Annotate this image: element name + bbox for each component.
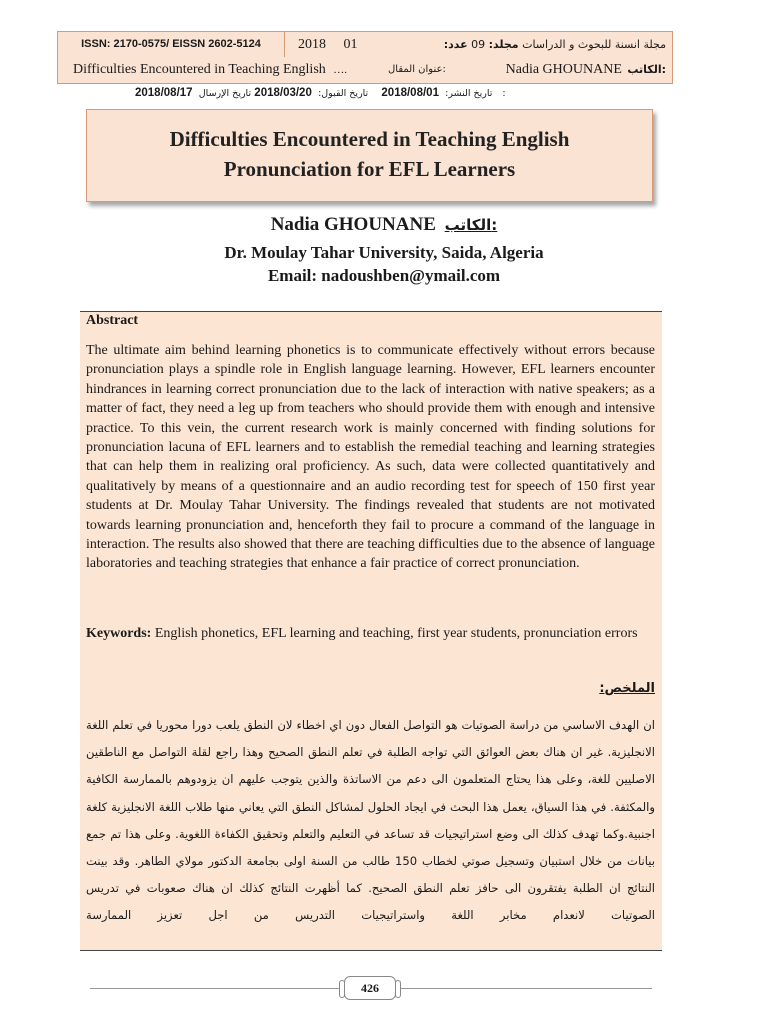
accepted-label: تاريخ القبول:	[318, 88, 369, 99]
keywords-label: Keywords:	[86, 626, 152, 641]
issue-label: عدد:	[443, 38, 468, 51]
abstract-text: The ultimate aim behind learning phonetics is to communicate effectively without errors because pronunciation plays a spindle role in English language learning. However, EFL learners encounter hindrances in learning correct pronunciation due to the lack of interaction with native speakers; as a matter of fact, they need a leg up from teachers who should provide them with enough and intensive practice. To this vein, the current research work is mainly concerned with finding solutions for pronunciation lacuna of EFL learners and to establish the remedial teaching and learning strategies that can help them in realizing oral proficiency. As such, data were collected quantitatively and qualitatively by means of a questionnaire and an audio recording test for speech of 150 first year students at Dr. Moulay Tahar University. The findings revealed that students are not motivated towards learning pronunciation and, henceforth they fail to procure a command of the language in interaction. The results also showed that there are teaching difficulties due to the absence of language laboratories and teaching strategies that enhance a fair practice of correct pronunciation.	[86, 343, 655, 572]
article-header-row	[57, 57, 673, 84]
year: 2018	[298, 37, 326, 52]
author-email: Email: nadoushben@ymail.com	[267, 266, 501, 285]
volume-number: 09	[471, 38, 486, 51]
sent-date: 2018/03/20	[254, 87, 312, 99]
keywords	[86, 624, 655, 643]
journal-info	[444, 32, 666, 57]
author-name: Nadia GHOUNANE	[270, 214, 436, 235]
submission-dates	[135, 87, 555, 99]
abstract-heading: Abstract	[86, 313, 139, 328]
footer-rule-right	[398, 988, 652, 989]
volume-label: مجلد:	[488, 38, 519, 51]
abstract-box	[80, 311, 662, 951]
journal-header-row	[57, 31, 673, 58]
article-title-label: عنوان المقال:	[388, 64, 446, 75]
page-number: 426	[344, 976, 396, 1000]
paper-title	[87, 110, 652, 184]
sent-label: تاريخ الإرسال:	[198, 88, 506, 99]
article-title-short: Difficulties Encountered in Teaching English	[73, 62, 326, 77]
arabic-abstract-text: ان الهدف الاساسي من دراسة الصوتيات هو التواصل الفعال دون اي اخطاء لان النطق يلعب دورا محوريا في تعلم اللغة الانجليزية. غير ان هناك بعض العوائق التي تواجه الطلبة في تعلم النطق الصحيح وهذا راجع لقلة التواصل مع الناطقين الاصليين للغة، وعلى هذا يحتاج المتعلمون الى دعم من الاساتذة والذين يتوجب عليهم ان يزودوهم بالممارسة الكافية والمكثفة. في هذا السياق، يعمل هذا البحث في ايجاد الحلول لمشاكل النطق التي يعاني منها طلاب اللغة الانجليزية كلغة اجنبية.وكما تهدف كذلك الى وضع استراتيجيات قد تساعد في التعليم والتعلم وتحقيق الكفاءة اللغوية. وعلى هذا تم جمع بيانات من خلال استبيان وتسجيل صوتي لخطاب 150 طالب من السنة اولى بجامعة الدكتور مولاي الطاهر. وقد بينت النتائج ان الطلبة يفتقرون الى حافز تعلم النطق الصحيح. كما أظهرت النتائج كذلك ان هناك صعوبات في تدريس الصوتيات لانعدام مخابر اللغة واستراتيجيات التدريس من اجل تعزيز الممارسة	[86, 718, 655, 923]
issn: ISSN: 2170-0575/ EISSN 2602-5124	[58, 32, 285, 57]
affiliation: Dr. Moulay Tahar University, Saida, Algeria	[224, 243, 544, 262]
author-line	[0, 214, 768, 236]
published-label: تاريخ النشر:	[445, 88, 493, 99]
header-author-name: Nadia GHOUNANE	[505, 62, 622, 77]
ellipsis: ….	[333, 64, 348, 76]
title-line-1: Difficulties Encountered in Teaching English	[169, 127, 570, 151]
title-line-2: Pronunciation for EFL Learners	[223, 157, 516, 181]
keywords-text: English phonetics, EFL learning and teaching, first year students, pronunciation errors	[154, 626, 638, 641]
author-label: الكاتب:	[444, 216, 498, 234]
published-date: 2018/08/17	[135, 87, 193, 99]
title-box	[86, 109, 653, 202]
issue-number: 01	[343, 37, 358, 52]
arabic-abstract-heading: الملخص:	[599, 681, 655, 696]
header-author-label: الكاتب:	[627, 63, 666, 76]
accepted-date: 2018/08/01	[381, 87, 439, 99]
footer-rule-left	[90, 988, 344, 989]
journal-name: مجلة انسنة للبحوث و الدراسات	[522, 38, 666, 51]
issue-info	[298, 32, 428, 57]
